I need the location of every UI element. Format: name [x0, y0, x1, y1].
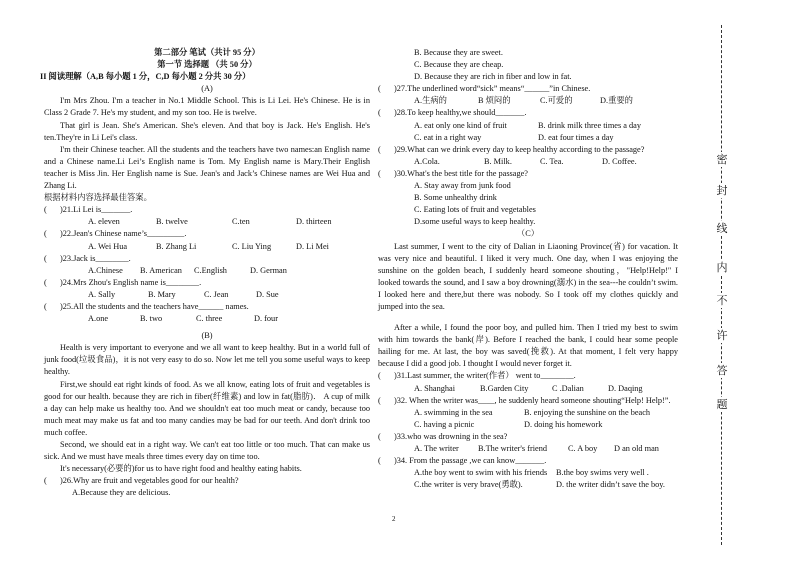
question-22: ( )22.Jean's Chinese name’s_________. A. Wei Hua B. Zhang Li C. Liu Ying D. Li Mei: [44, 228, 370, 252]
question-26: ( )26.Why are fruit and vegetables good for our health? A.Because they are delicious.: [44, 475, 370, 499]
question-stem: )32. When the writer was____, he suddenly heard someone shouting“Help! Help!”.: [394, 395, 671, 405]
passage-b-paragraph: Second, we should eat in a right way. We can't eat too little or too much. That can make us sick. And we must have meals three times every day on time too.: [44, 440, 370, 462]
option[interactable]: D. German: [250, 265, 287, 275]
option[interactable]: A. Sally: [88, 289, 116, 299]
question-stem: )25.All the students and the teachers have______ names.: [60, 301, 249, 311]
option[interactable]: C.English: [194, 265, 227, 275]
question-32: ( )32. When the writer was____, he suddenly heard someone shouting“Help! Help!”. A. swimming in the sea B. enjoying the sunshine on the beach C. having a picnic D. doing his homework: [378, 395, 678, 431]
question-stem: )33.who was drowning in the sea?: [394, 431, 508, 441]
seal-char: 封: [714, 183, 730, 198]
option[interactable]: C .Dalian: [552, 383, 584, 393]
passage-a-paragraph: I'm their Chinese teacher. All the students and the teachers have two names:an English name and a Chinese name.Li Lei’s English name is Tom. My English name is Mary.Their English teacher is Miss Jin. Her English name is Sue. Jean's and Jack’s Chinese names are Wei Hua and Zhang Li.: [44, 144, 370, 191]
passage-c-label: （C）: [516, 229, 540, 239]
passage-b-paragraph: It's necessary(必要的)for us to have right food and healthy eating habits.: [60, 464, 302, 474]
seal-line: [714, 25, 730, 545]
option[interactable]: C. Liu Ying: [232, 241, 272, 251]
option[interactable]: C. having a picnic: [414, 419, 475, 429]
option[interactable]: C. Eating lots of fruit and vegetables: [414, 205, 536, 215]
seal-char: 不: [714, 293, 730, 308]
option[interactable]: D. Li Mei: [296, 241, 329, 251]
option[interactable]: C.ten: [232, 217, 250, 227]
passage-c-paragraph: Last summer, I went to the city of Dalian in Liaoning Province(省) for vacation. It was very nice and beautiful. I liked it very much. One day, when I was enjoying the sunshine on the golden beach, I suddenly heard someone shouting，"Help!Help!" I looked towards the sound, and I saw a boy drowning(溺水) in the sea---he couldn’t swim. I looked here and there,but there was nobody. So I took off my clothes quickly and jumped into the sea.: [378, 241, 678, 311]
option[interactable]: B. Because they are sweet.: [414, 48, 503, 57]
page-number: 2: [392, 515, 396, 523]
option[interactable]: C. Because they are cheap.: [414, 60, 504, 70]
option[interactable]: A. Stay away from junk food: [414, 181, 511, 191]
question-stem: )23.Jack is________.: [60, 253, 131, 263]
option[interactable]: D. thirteen: [296, 217, 332, 227]
seal-dashed-line: [721, 25, 722, 545]
question-24: ( )24.Mrs Zhou's English name is________. A. Sally B. Mary C. Jean D. Sue: [44, 277, 370, 301]
seal-char: 内: [714, 260, 730, 275]
option[interactable]: C. A boy: [568, 444, 598, 453]
option[interactable]: B. Milk.: [484, 156, 512, 166]
option[interactable]: D. Because they are rich in fiber and low in fat.: [414, 72, 572, 82]
option[interactable]: B 烦闷的: [478, 96, 511, 106]
question-stem: )24.Mrs Zhou's English name is________.: [60, 277, 202, 287]
option[interactable]: B. Mary: [148, 289, 176, 299]
option[interactable]: A.生病的: [414, 96, 447, 106]
option[interactable]: A.Cola.: [414, 156, 440, 166]
section-title: 第一节 选择题 （共 50 分）: [157, 60, 257, 70]
option[interactable]: C.可爱的: [540, 96, 573, 106]
question-29: ( )29.What can we drink every day to keep healthy according to the passage? A.Cola. B. Milk. C. Tea. D. Coffee.: [378, 144, 678, 168]
question-stem: )29.What can we drink every day to keep healthy according to the passage?: [394, 144, 645, 154]
option[interactable]: C. eat in a right way: [414, 132, 482, 142]
option[interactable]: D. eat four times a day: [538, 132, 614, 142]
option[interactable]: D.重要的: [600, 96, 633, 106]
question-28: ( )28.To keep healthy,we should_______. A. eat only one kind of fruit B. drink milk three times a day C. eat in a right way D. eat four times a day: [378, 107, 678, 143]
seal-char: 答: [714, 363, 730, 378]
passage-b-paragraph: Health is very important to everyone and we all want to keep healthy. But in a world full of junk food(垃圾食品)，it is not very easy to do so. Now let me tell you some useful ways to keep healthy.: [44, 343, 370, 377]
question-stem: )27.The underlined word“sick” means“______”in Chinese.: [394, 84, 591, 94]
option[interactable]: D. doing his homework: [524, 419, 603, 429]
option[interactable]: B. enjoying the sunshine on the beach: [524, 407, 651, 417]
instruction: 根据材料内容选择最佳答案。: [44, 193, 152, 203]
passage-a-paragraph: That girl is Jean. She's American. She's eleven. And that boy is Jack. He's English. He's ten.They're in Li Lei's class.: [44, 120, 370, 142]
question-stem: )30.What's the best title for the passage?: [394, 168, 528, 178]
question-21: ( )21.Li Lei is_______. A. eleven B. twelve C.ten D. thirteen: [44, 204, 370, 228]
question-stem: )34. From the passage ,we can know_______.: [394, 456, 547, 466]
passage-c-paragraph: After a while, I found the poor boy, and pulled him. Then I tried my best to swim with him towards the bank(岸). Before I reached the bank, I could hear some people hailing for me. At last, the boy was saved(挽救). At that moment, I felt very happy because I did a good job. I thought I would never forget it.: [378, 323, 678, 369]
option[interactable]: B. two: [140, 314, 163, 324]
option[interactable]: A.the boy went to swim with his friends: [414, 468, 548, 478]
question-33: ( )33.who was drowning in the sea? A. The writer B.The writer's friend C. A boy D an old man: [378, 431, 678, 455]
option[interactable]: D. Sue: [256, 289, 279, 299]
option[interactable]: A. The writer: [414, 444, 459, 453]
option[interactable]: D.some useful ways to keep healthy.: [414, 217, 536, 227]
question-stem: )22.Jean's Chinese name’s_________.: [60, 229, 187, 239]
right-column: [378, 47, 678, 491]
option[interactable]: A. eat only one kind of fruit: [414, 120, 507, 130]
question-25: ( )25.All the students and the teachers have______ names. A.one B. two C. three D. four: [44, 301, 370, 325]
question-23: ( )23.Jack is________. A.Chinese B. American C.English D. German: [44, 253, 370, 277]
question-31: ( )31.Last summer, the writer(作者） went to________. A. Shanghai B.Garden City C .Dalian D. Daqing: [378, 370, 678, 394]
option[interactable]: A.Chinese: [88, 265, 123, 275]
question-30: ( )30.What's the best title for the passage? A. Stay away from junk food B. Some unhealthy drink C. Eating lots of fruit and vegetables D.some useful ways to keep healthy.: [378, 168, 678, 228]
question-34: ( )34. From the passage ,we can know_______. A.the boy went to swim with his friends B.the boy swims very well . C.the writer is very brave(勇敢). D. the writer didn’t save the boy.: [378, 455, 678, 491]
seal-char: 题: [714, 397, 730, 412]
option[interactable]: A.Because they are delicious.: [72, 488, 171, 498]
seal-char: 许: [714, 328, 730, 343]
question-stem: )26.Why are fruit and vegetables good for our health?: [60, 476, 239, 486]
option[interactable]: D. the writer didn’t save the boy.: [556, 480, 665, 490]
reading-title: II 阅读理解（A,B 每小题 1 分，C,D 每小题 2 分共 30 分）: [40, 72, 251, 82]
option[interactable]: C.the writer is very brave(勇敢).: [414, 480, 523, 490]
passage-b-paragraph: First,we should eat right kinds of food. As we all know, eating lots of fruit and vegetables is good for our health. because they are rich in fiber(纤维素) and low in fat(脂肪)． A cup of milk a day can help make us healthy too. And we shouldn't eat too much meat or candy, because too much meat may make us fat and too many candies may be bad for our teeth. And don't drink too much coffee.: [44, 379, 370, 437]
question-27: ( )27.The underlined word“sick” means“______”in Chinese. A.生病的 B 烦闷的 C.可爱的 D.重要的: [378, 83, 678, 107]
option[interactable]: C. Jean: [204, 289, 229, 299]
option[interactable]: A. swimming in the sea: [414, 407, 493, 417]
option[interactable]: C. three: [196, 314, 223, 324]
option[interactable]: B.the boy swims very well .: [556, 468, 649, 478]
seal-char: 密: [714, 152, 730, 167]
question-stem: )21.Li Lei is_______.: [60, 205, 133, 215]
option[interactable]: D an old man: [614, 444, 659, 453]
option[interactable]: B.The writer's friend: [478, 444, 548, 453]
question-stem: )28.To keep healthy,we should_______.: [394, 108, 527, 118]
option[interactable]: B. Some unhealthy drink: [414, 193, 497, 203]
left-column: [40, 47, 370, 499]
passage-a-paragraph: I'm Mrs Zhou. I'm a teacher in No.1 Middle School. This is Li Lei. He's Chinese. He is in Class 2 Grade 7. He's my student, and my son too. He is twelve.: [44, 96, 370, 118]
option[interactable]: D. Daqing: [608, 383, 643, 393]
question-stem: )31.Last summer, the writer(作者） went to________.: [394, 371, 576, 381]
option[interactable]: C. Tea.: [540, 156, 564, 166]
option[interactable]: B. American: [140, 265, 182, 275]
option[interactable]: A. Shanghai: [414, 383, 456, 393]
seal-char: 线: [714, 221, 730, 236]
option[interactable]: B.Garden City: [480, 383, 529, 393]
option[interactable]: A. eleven: [88, 217, 120, 227]
passage-b-label: (B): [201, 331, 213, 341]
option[interactable]: A. Wei Hua: [88, 241, 128, 251]
option[interactable]: D. four: [254, 314, 278, 324]
option[interactable]: B. drink milk three times a day: [538, 120, 641, 130]
option[interactable]: A.one: [88, 314, 109, 324]
part-title: 第二部分 笔试（共计 95 分）: [154, 48, 260, 57]
option[interactable]: D. Coffee.: [602, 156, 637, 166]
option[interactable]: B. Zhang Li: [156, 241, 197, 251]
option[interactable]: B. twelve: [156, 217, 188, 227]
passage-a-label: (A): [201, 84, 213, 94]
